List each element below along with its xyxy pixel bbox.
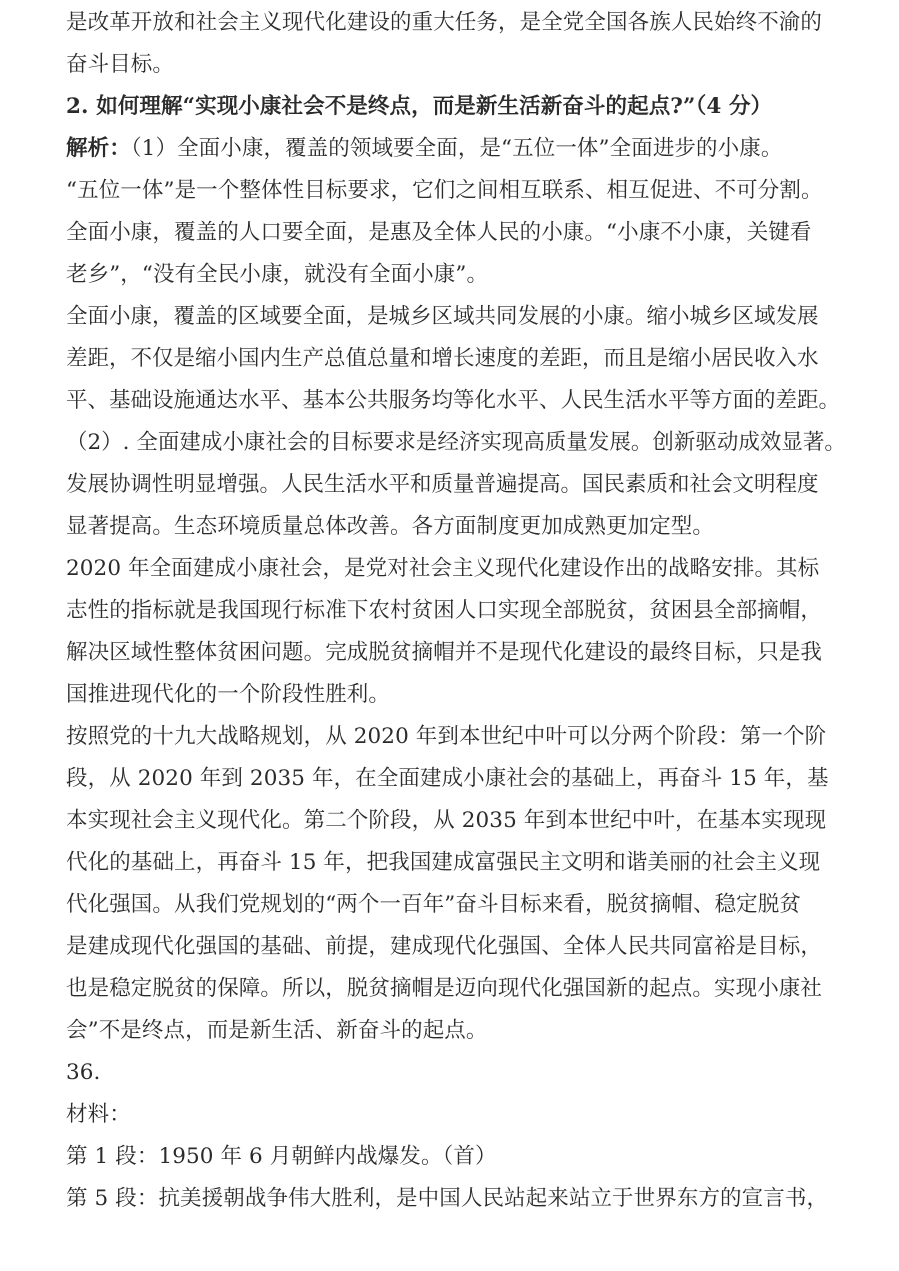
text-line	[66, 758, 845, 800]
material-paragraph-1-content: 第 1 段：1950 年 6 月朝鲜内战爆发。（首）	[66, 1144, 497, 1169]
text-line	[66, 338, 845, 380]
question-line-content: 2. 如何理解“实现小康社会不是终点，而是新生活新奋斗的起点?”（4 分）	[66, 94, 773, 119]
material-label-content: 材料：	[66, 1102, 131, 1127]
text-line-content: “五位一体”是一个整体性目标要求，它们之间相互联系、相互促进、不可分割。	[66, 178, 823, 203]
text-line	[66, 842, 845, 884]
text-line-content: 也是稳定脱贫的保障。所以，脱贫摘帽是迈向现代化强国新的起点。实现小康社	[66, 976, 823, 1001]
text-line-content: 是建成现代化强国的基础、前提，建成现代化强国、全体人民共同富裕是目标，	[66, 934, 823, 959]
text-line	[66, 380, 845, 422]
text-line	[66, 548, 845, 590]
text-line	[66, 926, 845, 968]
text-line	[66, 212, 845, 254]
text-line	[66, 968, 845, 1010]
text-line	[66, 1010, 845, 1052]
text-line	[66, 800, 845, 842]
section-number-content: 36.	[66, 1060, 101, 1085]
question-line	[66, 86, 845, 128]
text-line-content: 按照党的十九大战略规划，从 2020 年到本世纪中叶可以分两个阶段：第一个阶	[66, 724, 827, 749]
text-line-content: 奋斗目标。	[66, 52, 175, 77]
text-line-content: 发展协调性明显增强。人民生活水平和质量普遍提高。国民素质和社会文明程度	[66, 472, 819, 497]
text-line-content: 显著提高。生态环境质量总体改善。各方面制度更加成熟更加定型。	[66, 514, 715, 539]
material-paragraph-5-content: 第 5 段：抗美援朝战争伟大胜利，是中国人民站起来站立于世界东方的宣言书，	[66, 1186, 829, 1211]
text-line	[66, 506, 845, 548]
text-line-content: 老乡”，“没有全民小康，就没有全面小康”。	[66, 262, 489, 287]
text-line	[66, 716, 845, 758]
text-line	[66, 464, 845, 506]
text-line	[66, 884, 845, 926]
text-line	[66, 2, 845, 44]
text-line-content: 平、基础设施通达水平、基本公共服务均等化水平、人民生活水平等方面的差距。	[66, 388, 841, 413]
analysis-line	[66, 128, 845, 170]
material-paragraph-5	[66, 1178, 845, 1220]
text-line-content: 全面小康，覆盖的区域要全面，是城乡区域共同发展的小康。缩小城乡区域发展	[66, 304, 819, 329]
text-line	[66, 590, 845, 632]
text-line-content: 2020 年全面建成小康社会，是党对社会主义现代化建设作出的战略安排。其标	[66, 556, 820, 581]
text-line	[66, 422, 845, 464]
text-line-content: 段，从 2020 年到 2035 年，在全面建成小康社会的基础上，再奋斗 15 年，基	[66, 766, 829, 791]
analysis-label: 解析：	[66, 136, 131, 161]
text-line-content: 差距，不仅是缩小国内生产总值总量和增长速度的差距，而且是缩小居民收入水	[66, 346, 819, 371]
text-line-content: 本实现社会主义现代化。第二个阶段，从 2035 年到本世纪中叶，在基本实现现	[66, 808, 827, 833]
text-line-content: 志性的指标就是我国现行标准下农村贫困人口实现全部脱贫，贫困县全部摘帽，	[66, 598, 823, 623]
text-line-content: 解决区域性整体贫困问题。完成脱贫摘帽并不是现代化建设的最终目标，只是我	[66, 640, 823, 665]
text-line	[66, 44, 845, 86]
text-line	[66, 296, 845, 338]
analysis-first-line-content: （1）全面小康，覆盖的领域要全面，是“五位一体”全面进步的小康。	[130, 136, 783, 161]
section-number	[66, 1052, 845, 1094]
text-line-content: 是改革开放和社会主义现代化建设的重大任务，是全党全国各族人民始终不渝的	[66, 10, 823, 35]
text-line-content: 会”不是终点，而是新生活、新奋斗的起点。	[66, 1018, 488, 1043]
text-line-content: 代化强国。从我们党规划的“两个一百年”奋斗目标来看，脱贫摘帽、稳定脱贫	[66, 892, 801, 917]
text-line	[66, 632, 845, 674]
text-line	[66, 674, 845, 716]
text-line-content: （2）. 全面建成小康社会的目标要求是经济实现高质量发展。创新驱动成效显著。	[66, 430, 846, 455]
text-line-content: 全面小康，覆盖的人口要全面，是惠及全体人民的小康。“小康不小康，关键看	[66, 220, 812, 245]
material-label	[66, 1094, 845, 1136]
text-line	[66, 254, 845, 296]
text-line-content: 国推进现代化的一个阶段性胜利。	[66, 682, 391, 707]
material-paragraph-1	[66, 1136, 845, 1178]
document-text-body	[66, 2, 845, 1220]
text-line	[66, 170, 845, 212]
text-line-content: 代化的基础上，再奋斗 15 年，把我国建成富强民主文明和谐美丽的社会主义现	[66, 850, 821, 875]
